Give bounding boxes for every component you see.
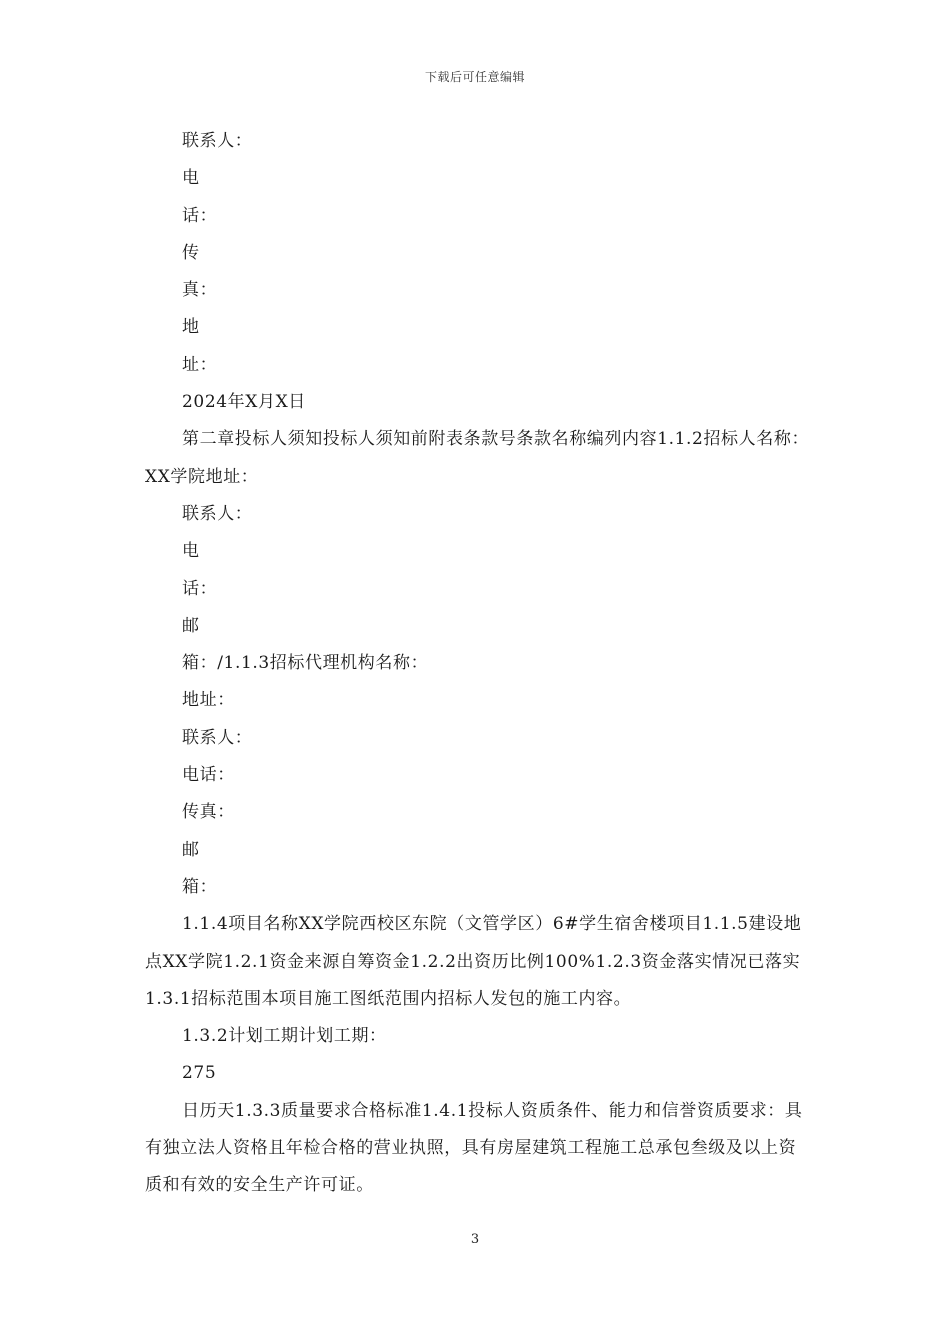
paragraph: 1.1.4项目名称XX学院西校区东院（文管学区）6#学生宿舍楼项目1.1.5建设地点XX学院1.2.1资金来源自筹资金1.2.2出资历比例100%1.2.3资金落实情况已落实1.3.1招标范围本项目施工图纸范围内招标人发包的施工内容。 bbox=[145, 914, 802, 1009]
paragraph: 传真： bbox=[182, 802, 235, 823]
paragraph: 1.3.2计划工期计划工期： bbox=[182, 1026, 387, 1047]
paragraph: 2024年X月X日 bbox=[182, 392, 306, 413]
paragraph: 联系人： bbox=[182, 131, 253, 151]
paragraph: 话： bbox=[182, 578, 218, 599]
page-header: 下载后可任意编辑 bbox=[424, 70, 525, 84]
paragraph: 话： bbox=[182, 205, 218, 226]
paragraph: 联系人： bbox=[182, 727, 253, 748]
paragraph: 联系人： bbox=[182, 503, 253, 524]
paragraph: 传 bbox=[182, 242, 200, 263]
paragraph: 真： bbox=[182, 280, 218, 301]
paragraph: 日历天1.3.3质量要求合格标准1.4.1投标人资质条件、能力和信誉资质要求：具有独立法人资格且年检合格的营业执照，具有房屋建筑工程施工总承包叁级及以上资质和有效的安全生产许可证。 bbox=[145, 1100, 803, 1196]
paragraph: 邮 bbox=[182, 839, 200, 860]
paragraph: 址： bbox=[182, 354, 218, 375]
paragraph: 电 bbox=[182, 168, 200, 189]
paragraph: 第二章投标人须知投标人须知前附表条款号条款名称编列内容1.1.2招标人名称：XX学院地址： bbox=[145, 429, 810, 487]
paragraph: 275 bbox=[182, 1063, 217, 1084]
page-number: 3 bbox=[470, 1232, 480, 1247]
paragraph: 箱： bbox=[182, 876, 218, 897]
paragraph: 邮 bbox=[182, 615, 200, 636]
paragraph: 电话： bbox=[182, 765, 235, 786]
document-body bbox=[145, 123, 810, 1205]
paragraph: 地址： bbox=[182, 690, 235, 711]
paragraph: 地 bbox=[182, 317, 200, 338]
paragraph: 箱：/1.1.3招标代理机构名称： bbox=[182, 653, 429, 674]
paragraph: 电 bbox=[182, 541, 200, 562]
